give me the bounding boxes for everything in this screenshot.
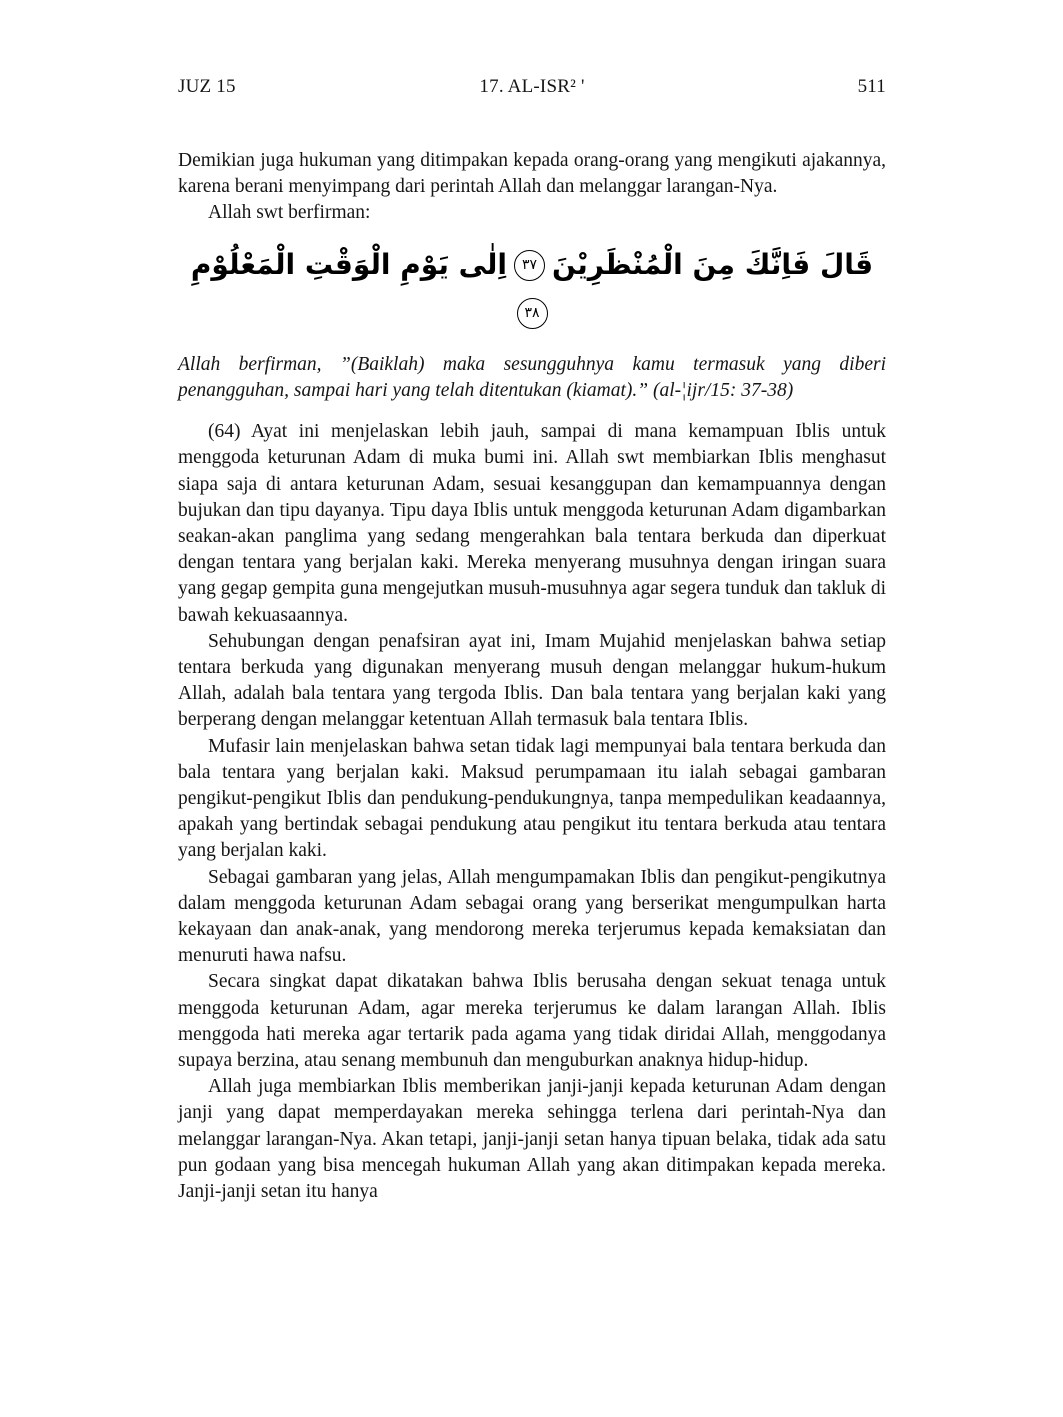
tafsir-paragraph-gambaran: Sebagai gambaran yang jelas, Allah mengumpamakan Iblis dan pengikut-pengikutnya dalam menggoda keturunan Adam sebagai orang yang berserikat mengumpulkan harta kekayaan dan anak-anak, yang mendorong mereka terjerumus kepada kemaksiatan dan menuruti hawa nafsu. xyxy=(178,866,886,967)
tafsir-paragraph-mufasir-lain: Mufasir lain menjelaskan bahwa setan tidak lagi mempunyai bala tentara berkuda dan bala tentara yang berjalan kaki. Maksud perumpamaan itu ialah sebagai gambaran pengikut-pengikut Iblis dan pendukung-pendukungnya, tanpa mempedulikan keadaannya, apakah yang bertindak sebagai pendukung atau pengikut itu tentara berkuda atau tentara yang berjalan kaki. xyxy=(178,735,886,862)
arabic-verse xyxy=(178,241,886,336)
tafsir-paragraph-64: (64) Ayat ini menjelaskan lebih jauh, sampai di mana kemampuan Iblis untuk menggoda keturunan Adam di muka bumi ini. Allah swt membiarkan Iblis menghasut siapa saja di antara keturunan Adam, sesuai kesanggupan dan kemampuannya dengan bujukan dan tipu dayanya. Tipu daya Iblis untuk menggoda keturunan Adam digambarkan seakan-akan panglima yang sedang mengerahkan bala tentara berkuda dan diperkuat dengan tentara yang berjalan kaki. Mereka menyerang musuhnya dengan iringan suara yang gegap gempita guna mengejutkan musuh-musuhnya agar segera tunduk dan takluk di bawah kekuasaannya. xyxy=(178,421,886,626)
arabic-verse-text-38: اِلٰى يَوْمِ الْوَقْتِ الْمَعْلُوْمِ xyxy=(190,247,508,281)
firman-label: Allah swt berfirman: xyxy=(208,202,371,224)
verse-translation: Allah berfirman, ”(Baiklah) maka sesungguhnya kamu termasuk yang diberi penangguhan, sampai hari yang telah ditentukan (kiamat).” (al-¦ijr/15: 37-38) xyxy=(178,353,886,401)
surah-title: 17. AL-ISR² ' xyxy=(479,76,585,97)
ayah-number-38: ٣٨ xyxy=(517,298,548,329)
arabic-verse-text-37: قَالَ فَاِنَّكَ مِنَ الْمُنْظَرِيْنَ xyxy=(552,247,874,281)
page-header xyxy=(178,76,886,98)
page-number: 511 xyxy=(857,76,886,97)
intro-paragraph: Demikian juga hukuman yang ditimpakan kepada orang-orang yang mengikuti ajakannya, karena berani menyimpang dari perintah Allah dan melanggar larangan-Nya. xyxy=(178,150,886,198)
tafsir-paragraph-mujahid: Sehubungan dengan penafsiran ayat ini, Imam Mujahid menjelaskan bahwa setiap tentara berkuda yang digunakan menyerang musuh dengan melanggar hukum-hukum Allah, adalah bala tentara yang tergoda Iblis. Dan bala tentara yang berjalan kaki yang berperang dengan melanggar ketentuan Allah termasuk bala tentara Iblis. xyxy=(178,630,886,731)
juz-label: JUZ 15 xyxy=(178,76,236,97)
page-body xyxy=(178,148,886,1205)
tafsir-paragraph-janji: Allah juga membiarkan Iblis memberikan janji-janji kepada keturunan Adam dengan janji yang dapat memperdayakan mereka sehingga terlena dari perintah-Nya dan melanggar larangan-Nya. Akan tetapi, janji-janji setan hanya tipuan belaka, tidak ada satu pun godaan yang bisa mencegah hukuman Allah yang akan ditimpakan kepada mereka. Janji-janji setan itu hanya xyxy=(178,1076,886,1203)
tafsir-paragraph-secara-singkat: Secara singkat dapat dikatakan bahwa Iblis berusaha dengan sekuat tenaga untuk menggoda keturunan Adam, agar mereka terjerumus ke dalam larangan Allah. Iblis menggoda hati mereka agar tertarik pada agama yang tidak diridai Allah, menggodanya supaya berzina, atau senang membunuh dan menguburkan anaknya hidup-hidup. xyxy=(178,971,886,1072)
ayah-number-37: ٣٧ xyxy=(514,250,545,281)
